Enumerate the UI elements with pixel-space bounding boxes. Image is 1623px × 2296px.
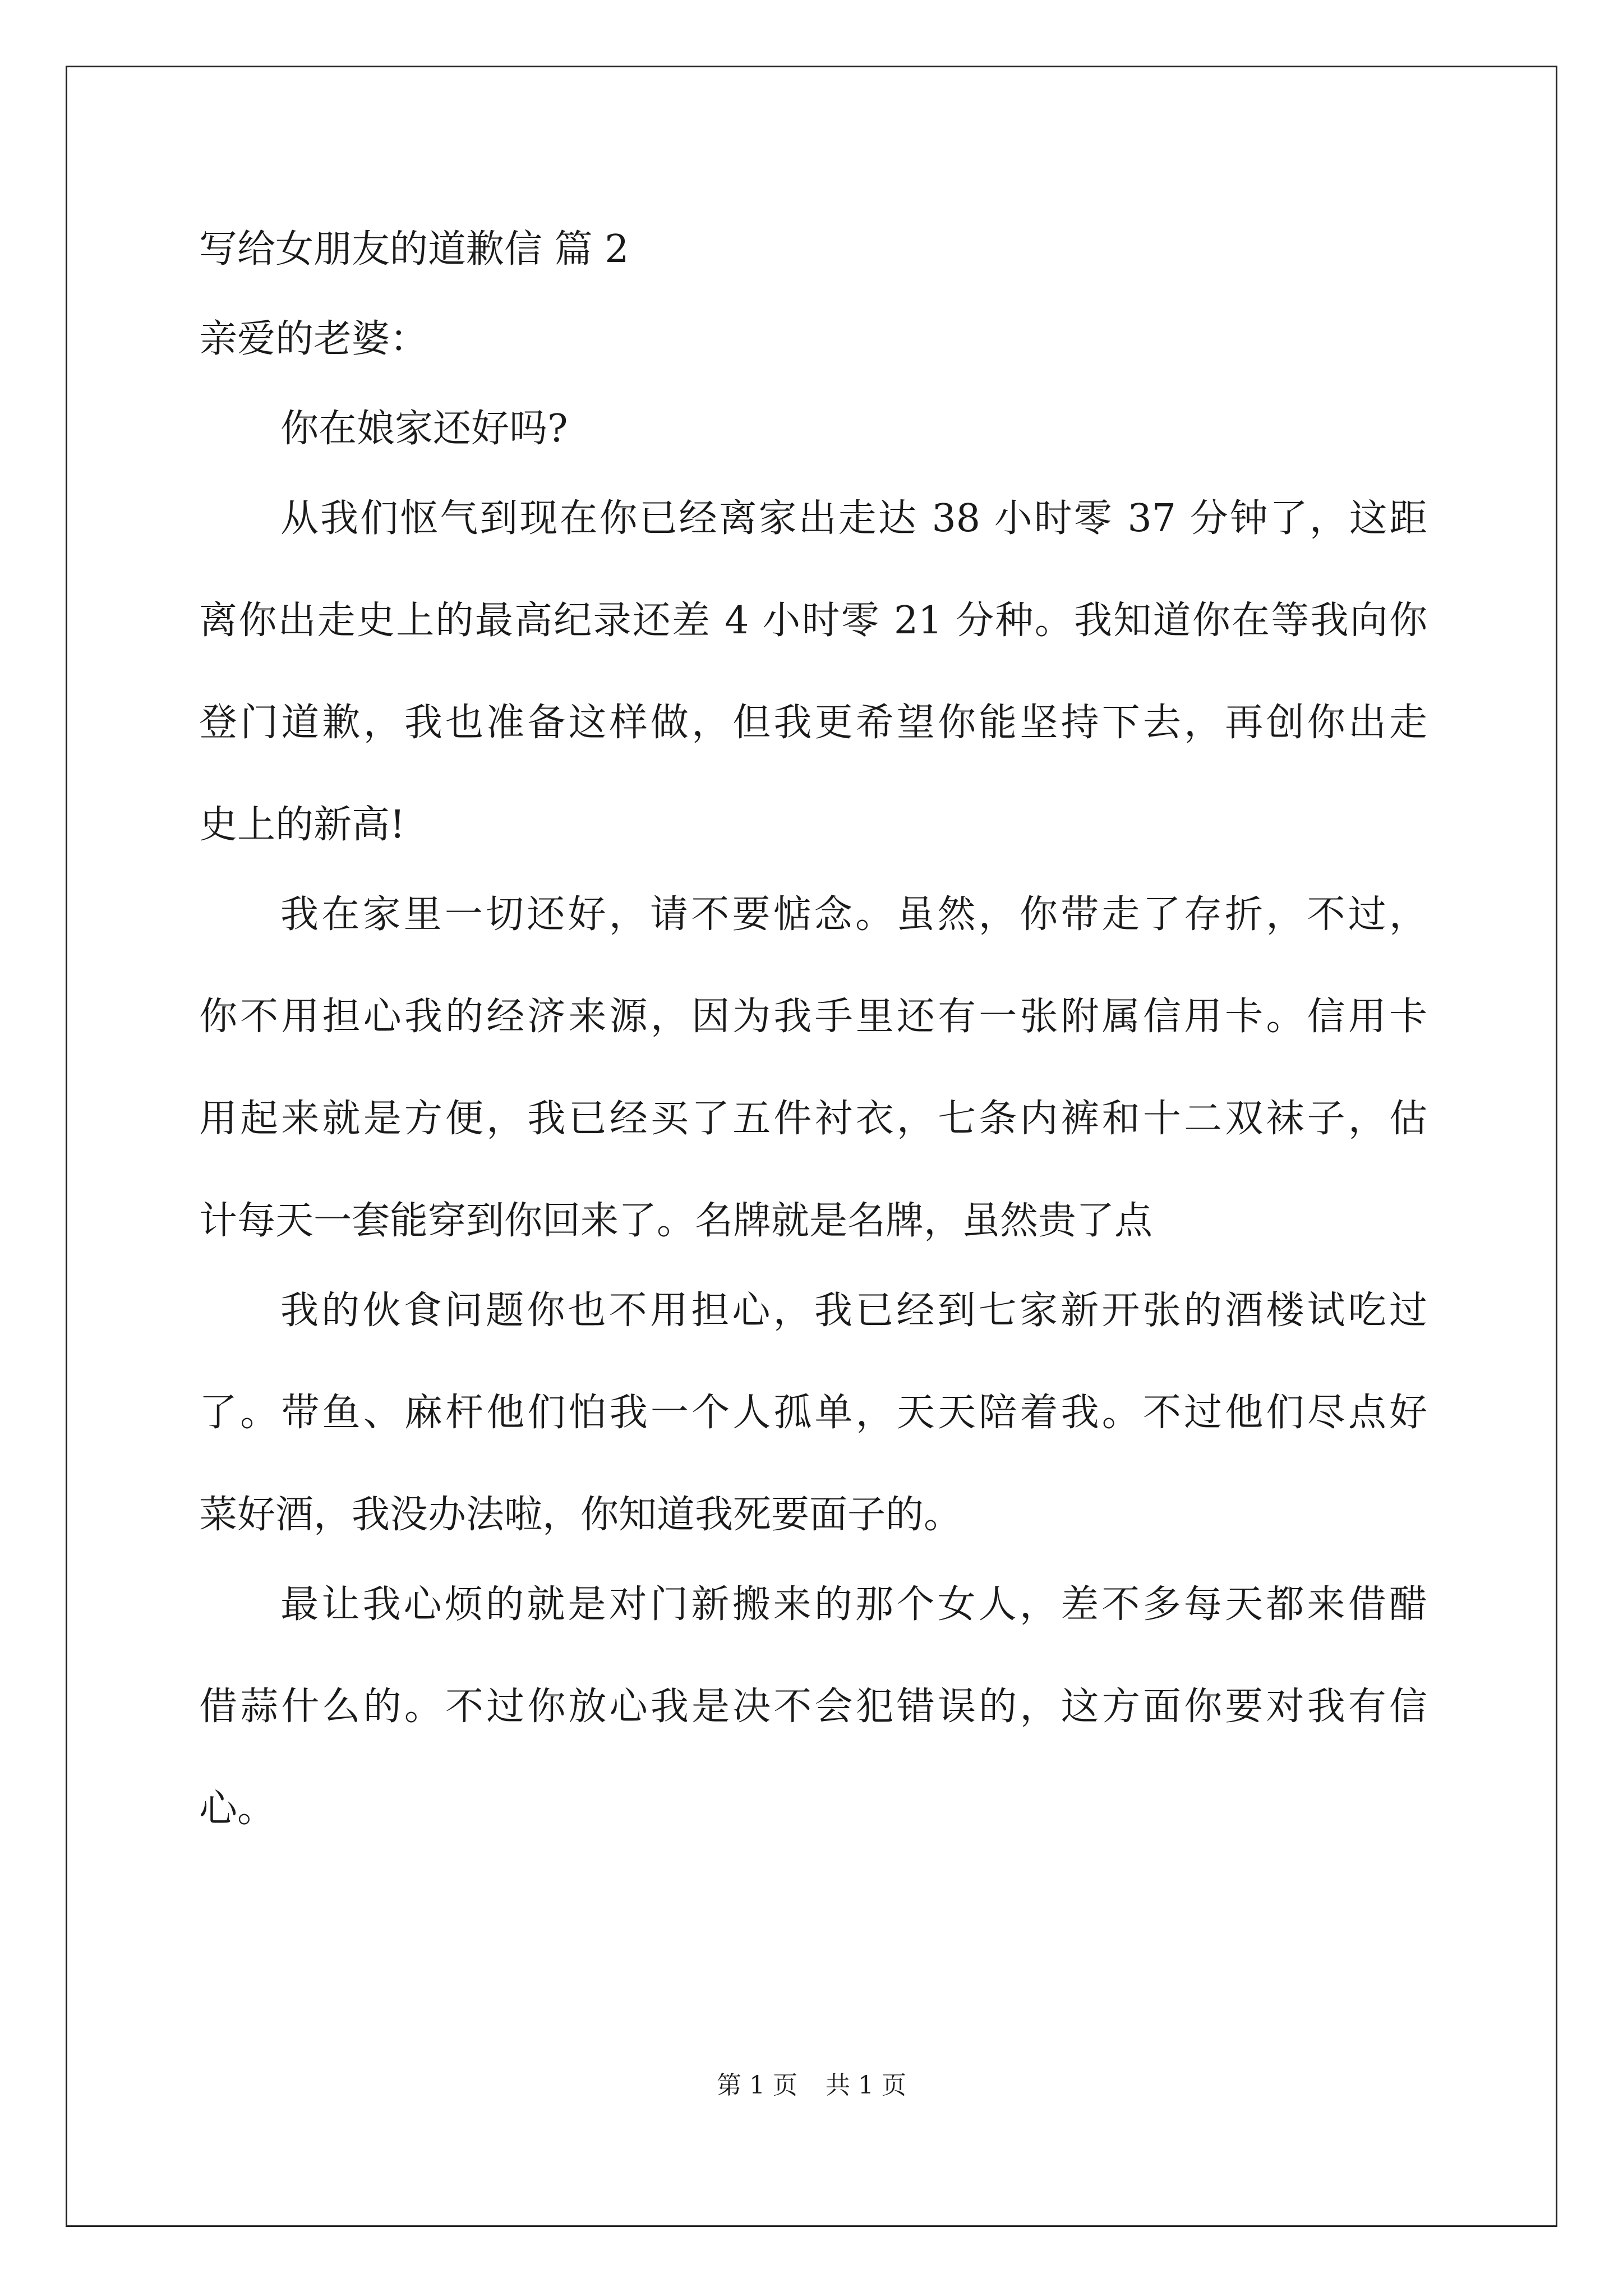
- paragraph-line: 用起来就是方便，我已经买了五件衬衣，七条内裤和十二双袜子，估: [199, 1097, 1427, 1141]
- document-body: [199, 222, 1427, 1871]
- paragraph-line: 菜好酒，我没办法啦，你知道我死要面子的。: [199, 1493, 962, 1537]
- paragraph: [199, 1283, 1427, 1543]
- page-total: 共 1 页: [826, 2071, 906, 2100]
- paragraph: [199, 491, 1427, 853]
- paragraph-line: 从我们怄气到现在你已经离家出走达 38 小时零 37 分钟了，这距: [280, 496, 1427, 541]
- paragraph: [199, 401, 1427, 457]
- paragraph-line: 你不用担心我的经济来源，因为我手里还有一张附属信用卡。信用卡: [199, 995, 1427, 1039]
- paragraph-line: 离你出走史上的最高纪录还差 4 小时零 21 分种。我知道你在等我向你: [199, 599, 1427, 643]
- paragraph-line: 你在娘家还好吗?: [280, 407, 568, 451]
- salutation: 亲爱的老婆：: [199, 317, 428, 361]
- paragraph-line: 心。: [199, 1787, 276, 1831]
- paragraph-line: 借蒜什么的。不过你放心我是决不会犯错误的，这方面你要对我有信: [199, 1685, 1427, 1729]
- paragraph-line: 了。带鱼、麻杆他们怕我一个人孤单，天天陪着我。不过他们尽点好: [199, 1391, 1427, 1435]
- paragraph-line: 计每天一套能穿到你回来了。名牌就是名牌，虽然贵了点: [199, 1199, 1153, 1243]
- paragraph-line: 最让我心烦的就是对门新搬来的那个女人，差不多每天都来借醋: [280, 1582, 1427, 1627]
- paragraph-line: 我在家里一切还好，请不要惦念。虽然，你带走了存折，不过，: [280, 892, 1427, 937]
- paragraph: [199, 1577, 1427, 1837]
- paragraph-line: 史上的新高!: [199, 803, 405, 847]
- document-title: 写给女朋友的道歉信 篇 2: [199, 227, 629, 272]
- page-footer: [0, 2069, 1623, 2102]
- paragraph-line: 我的伙食问题你也不用担心，我已经到七家新开张的酒楼试吃过: [280, 1289, 1427, 1333]
- paragraph-line: 登门道歉，我也准备这样做，但我更希望你能坚持下去，再创你出走: [199, 701, 1427, 745]
- paragraph: [199, 887, 1427, 1249]
- page-number: 第 1 页: [717, 2071, 797, 2100]
